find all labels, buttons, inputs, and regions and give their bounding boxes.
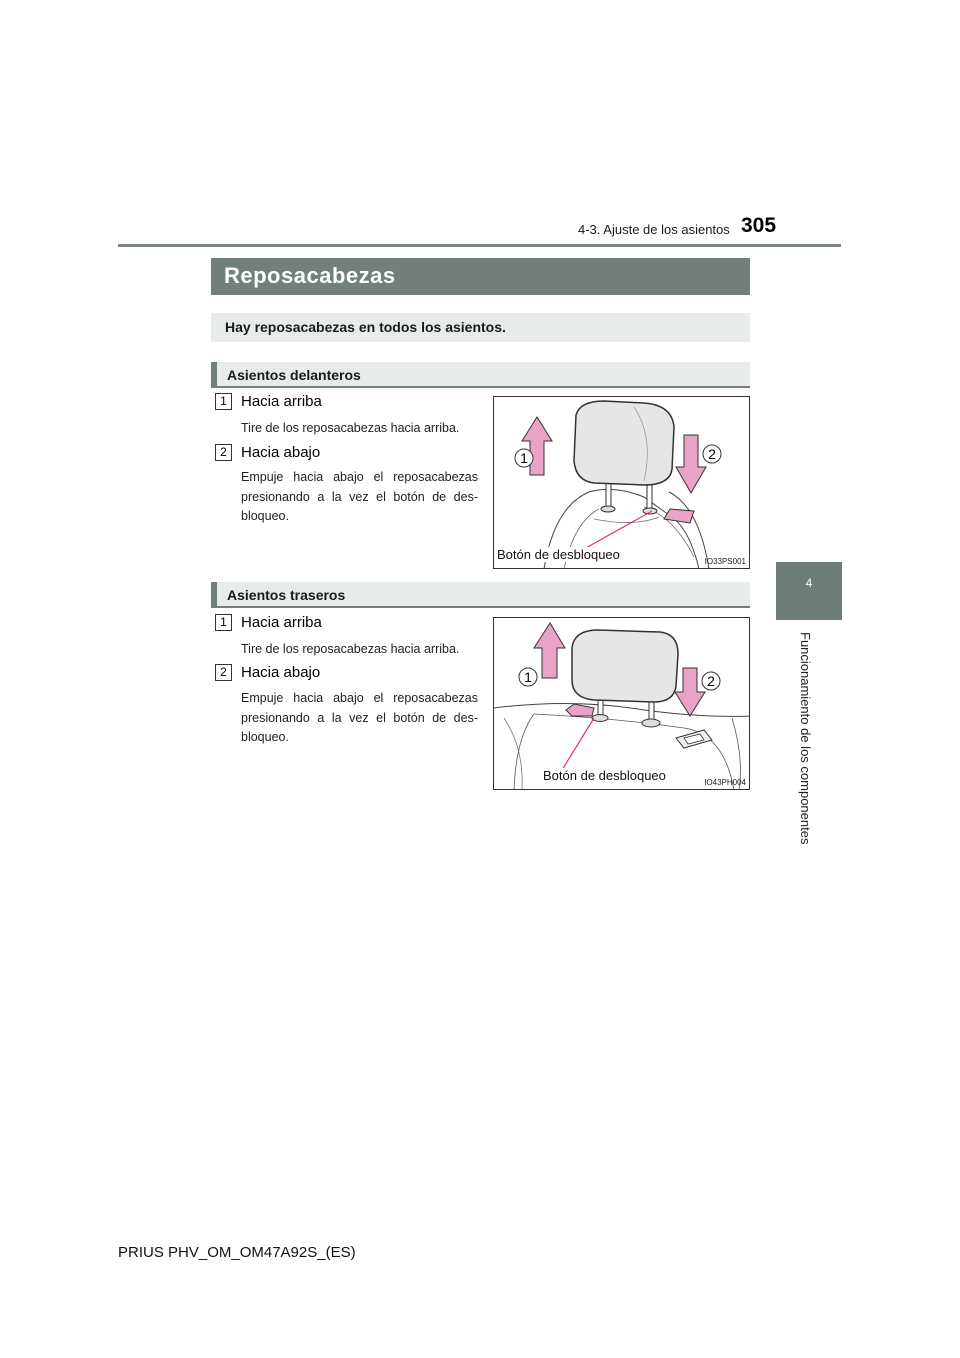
item-title: Hacia abajo (241, 444, 321, 461)
item-number-badge: 1 (215, 393, 232, 410)
page-number: 305 (741, 214, 777, 237)
item-number-badge: 2 (215, 444, 232, 461)
front-headrest-illustration (493, 396, 750, 569)
page-title: Reposacabezas (211, 258, 750, 295)
item-title: Hacia abajo (241, 664, 321, 681)
rear-headrest-illustration (493, 617, 750, 790)
figure-code: IO43PH004 (704, 778, 746, 787)
chapter-title: Funcionamiento de los componentes (798, 632, 813, 845)
item-number-badge: 1 (215, 614, 232, 631)
chapter-tab: 4 (776, 562, 842, 620)
label-down: 2 (708, 446, 716, 462)
subsection-rear-seats: Asientos traseros (211, 582, 750, 608)
item-title: Hacia arriba (241, 393, 322, 410)
item-number-badge: 2 (215, 664, 232, 681)
label-up: 1 (524, 669, 532, 685)
figure-caption: Botón de desbloqueo (543, 768, 666, 783)
footer-doc-id: PRIUS PHV_OM_OM47A92S_(ES) (118, 1244, 356, 1261)
item-description: Empuje hacia abajo el reposacabezas presionando a la vez el botón de des-bloqueo. (241, 470, 478, 523)
item-description: Empuje hacia abajo el reposacabezas presionando a la vez el botón de des-bloqueo. (241, 691, 478, 744)
figure-caption: Botón de desbloqueo (497, 547, 620, 562)
item-description: Tire de los reposacabezas hacia arriba. (241, 421, 460, 435)
header-rule (118, 244, 841, 247)
front-headrest-drawing (494, 397, 750, 569)
intro-text: Hay reposacabezas en todos los asientos. (211, 313, 750, 342)
label-up: 1 (520, 450, 528, 466)
item-description: Tire de los reposacabezas hacia arriba. (241, 642, 460, 656)
header-section-title: 4-3. Ajuste de los asientos (578, 222, 730, 237)
rear-headrest-drawing (494, 618, 750, 790)
figure-code: IO33PS001 (704, 557, 746, 566)
label-down: 2 (707, 673, 715, 689)
subsection-front-seats: Asientos delanteros (211, 362, 750, 388)
item-title: Hacia arriba (241, 614, 322, 631)
